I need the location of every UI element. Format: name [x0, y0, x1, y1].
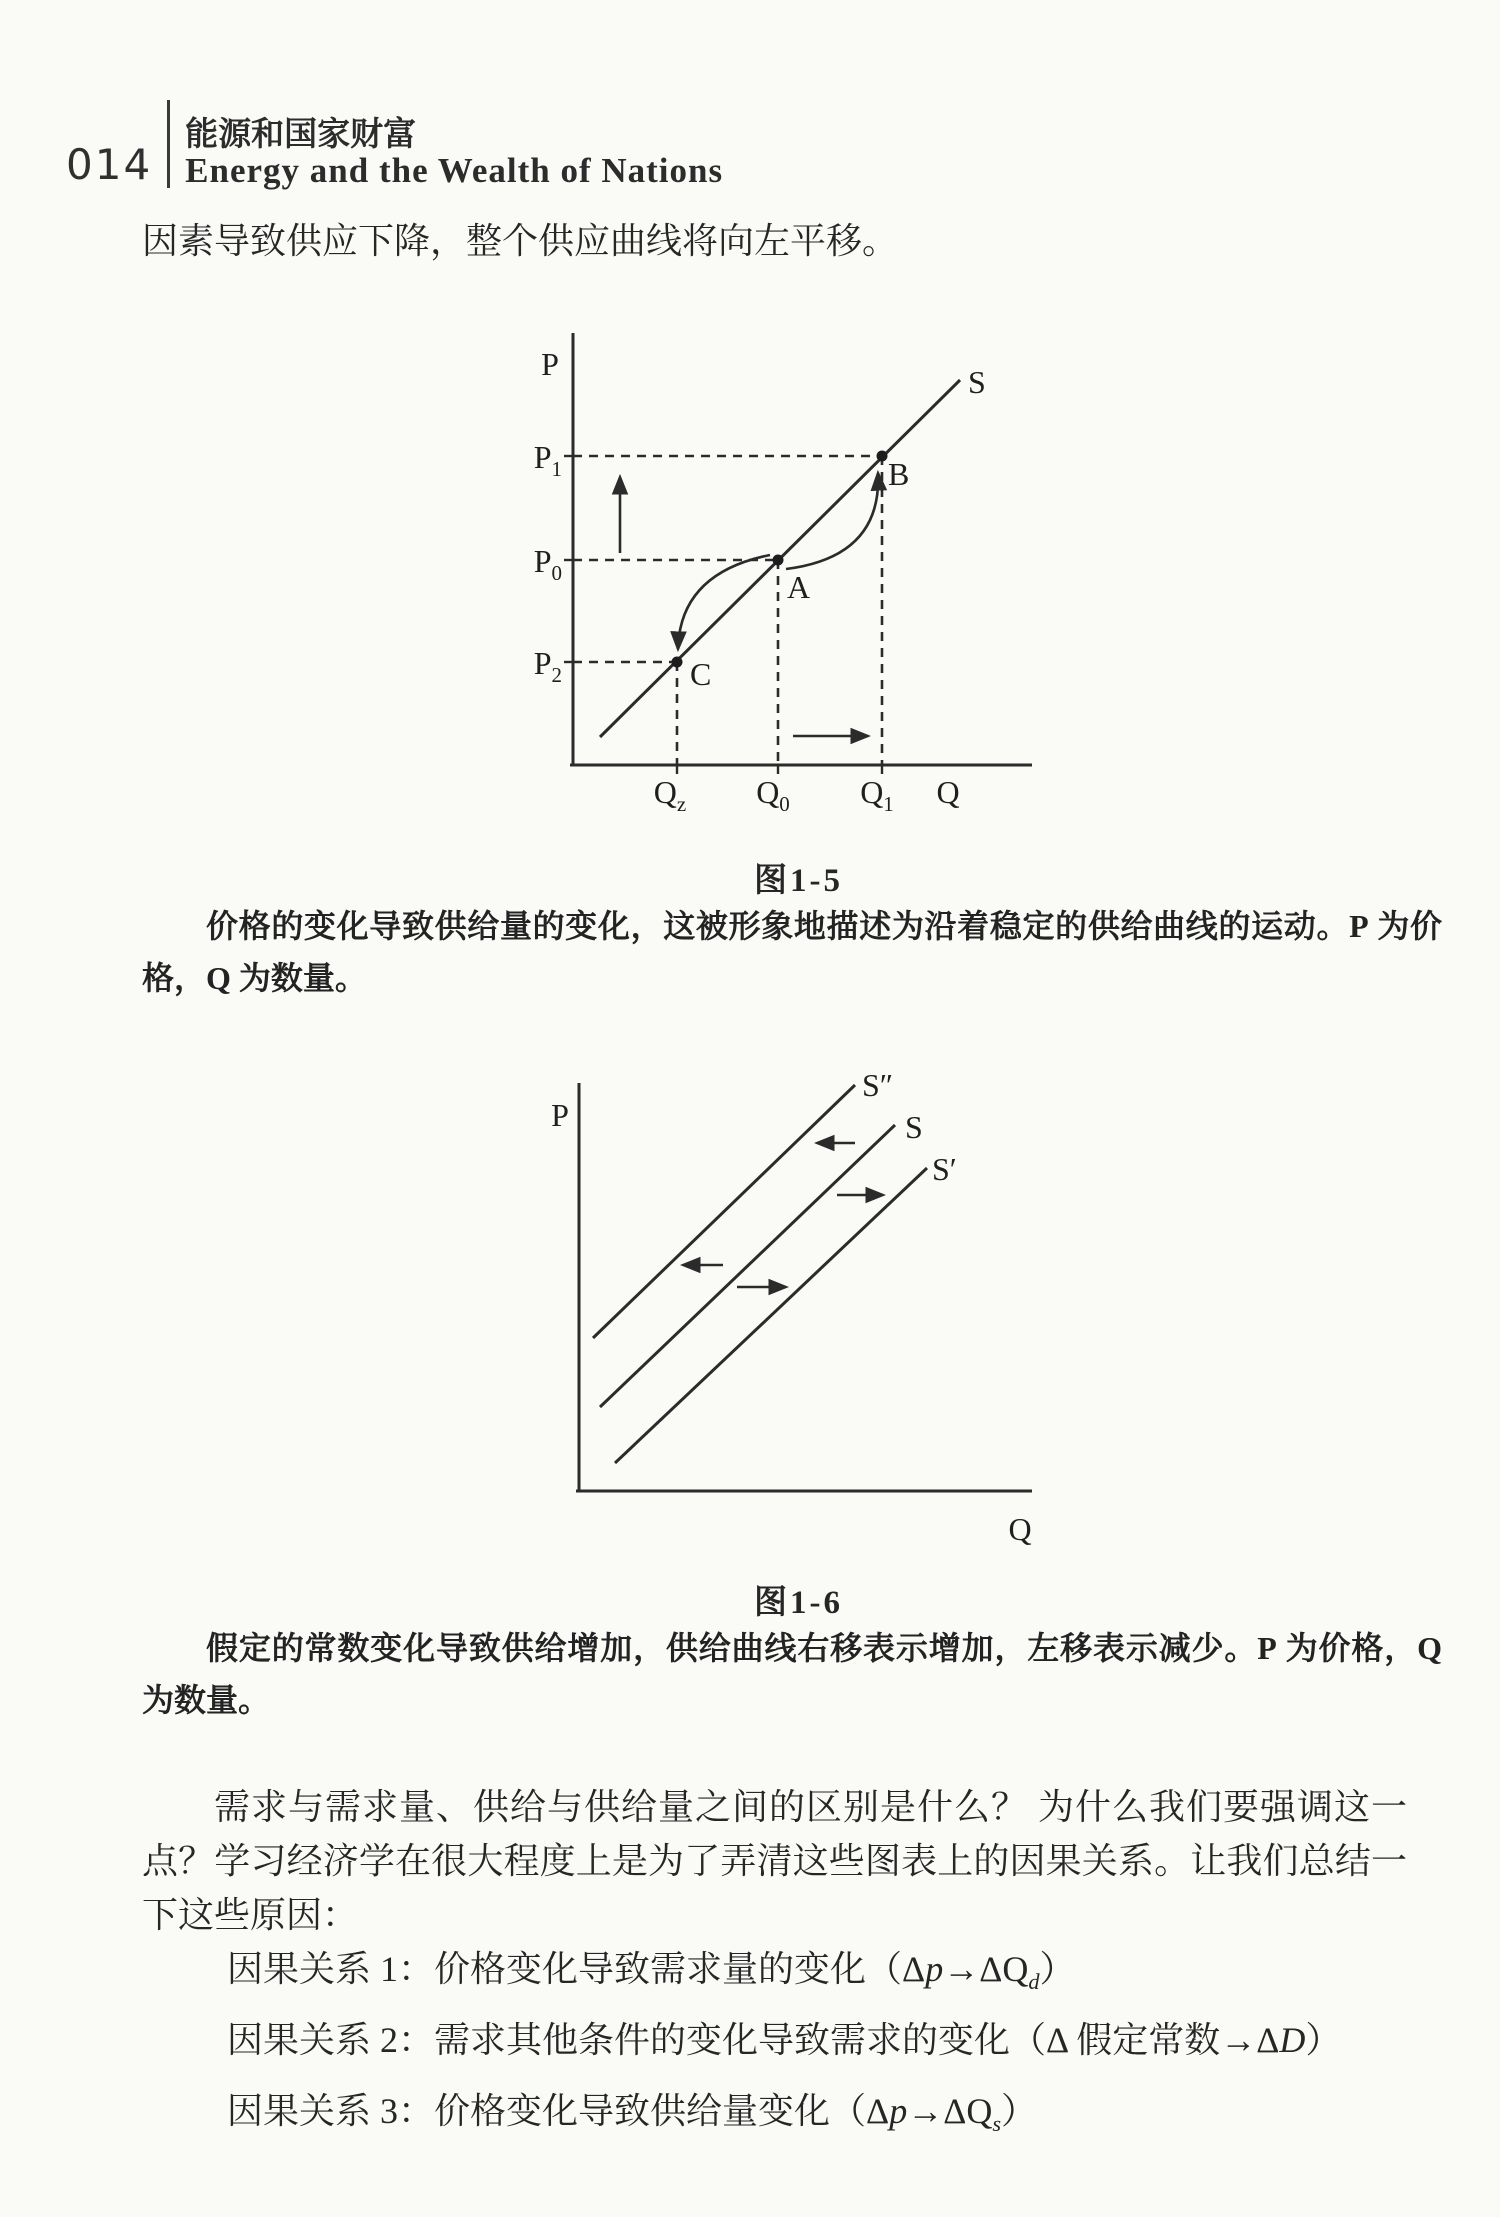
fig5-p2-label: $P_2$: [533, 645, 562, 687]
causal-1-text: 价格变化导致需求量的变化: [434, 1949, 867, 1989]
fig5-desc-q-symbol: Q: [206, 960, 231, 996]
formula-part: （Δ: [866, 1949, 926, 1989]
fig5-p1-label: $P_1$: [533, 439, 562, 481]
fig6-s-prime-label: S′: [932, 1151, 957, 1187]
formula-part: （Δ 假定常数→Δ: [1010, 2019, 1280, 2060]
book-title-english: Energy and the Wealth of Nations: [185, 151, 724, 190]
fig6-s-label: S: [905, 1109, 923, 1145]
fig5-desc-text: 价格的变化导致供给量的变化，这被形象地描述为沿着稳定的供给曲线的运动。: [206, 908, 1350, 944]
formula-part: D: [1279, 2019, 1306, 2060]
fig5-qz-label: $Q_z$: [653, 774, 687, 816]
formula-part: ）: [1039, 1949, 1076, 1989]
causal-3-formula: [830, 2090, 1038, 2136]
book-title-chinese: 能源和国家财富: [185, 115, 417, 152]
fig6-supply-curve-s: [600, 1125, 895, 1407]
formula-subscript: s: [992, 2110, 1002, 2136]
causal-item-3: [227, 2082, 1341, 2153]
formula-subscript: d: [1028, 1968, 1040, 1994]
fig6-supply-curve-s-prime: [615, 1168, 927, 1463]
causal-list: [227, 1940, 1341, 2152]
causal-3-label: 因果关系 3：: [227, 2090, 435, 2131]
fig5-curve-arrow-a-to-c: [678, 555, 770, 649]
fig5-q1-label: $Q_1$: [860, 774, 894, 816]
causal-1-formula: [866, 1949, 1076, 1994]
fig5-point-b-dot: [877, 451, 888, 462]
fig5-q0-label: $Q_0$: [756, 774, 790, 816]
causal-item-2: [227, 2011, 1341, 2082]
fig5-desc-text: 为价格，: [142, 908, 1442, 996]
formula-part: p: [889, 2090, 908, 2131]
causal-2-formula: [1010, 2020, 1341, 2060]
figure-5-caption: 图1-5: [754, 863, 843, 899]
figure-6-description: [142, 1622, 1442, 1726]
page-number: 014: [66, 140, 153, 189]
fig6-supply-curve-s-double-prime: [593, 1085, 855, 1338]
fig5-supply-label: S: [968, 364, 986, 400]
header-divider: [167, 100, 170, 188]
formula-part: p: [925, 1949, 944, 1989]
causal-item-1: [227, 1940, 1341, 2011]
causal-3-text: 价格变化导致供给量变化: [434, 2090, 831, 2131]
figure-5-description: [142, 900, 1442, 1004]
formula-part: （Δ: [830, 2090, 890, 2131]
fig5-desc-p-symbol: P: [1349, 908, 1369, 944]
fig6-desc-text: 为数量。: [142, 1682, 271, 1718]
formula-part: ）: [1001, 2090, 1038, 2131]
fig6-desc-q-symbol: Q: [1417, 1630, 1442, 1666]
formula-part: →ΔQ: [907, 2090, 993, 2131]
fig6-desc-text: 假定的常数变化导致供给增加，供给曲线右移表示增加，左移表示减少。: [206, 1630, 1258, 1666]
figure-1-6-diagram: [520, 1048, 1060, 1548]
fig6-desc-p-symbol: P: [1257, 1630, 1277, 1666]
fig5-point-c-dot: [672, 657, 683, 668]
fig6-p-axis-label: P: [551, 1097, 569, 1133]
fig5-point-b-label: B: [888, 456, 910, 492]
fig5-desc-text: 为数量。: [230, 960, 367, 996]
fig6-s-double-prime-label: S″: [862, 1067, 894, 1103]
page-header: [66, 100, 723, 188]
fig5-p0-label: $P_0$: [533, 543, 562, 585]
figure-6-caption: 图1-6: [754, 1585, 843, 1621]
fig5-p-axis-label: P: [541, 346, 559, 382]
header-titles: [185, 117, 723, 188]
fig6-q-axis-label: Q: [1008, 1511, 1032, 1547]
fig5-point-a-label: A: [787, 569, 811, 605]
discussion-paragraph: 需求与需求量、供给与供给量之间的区别是什么？ 为什么我们要强调这一点？学习经济学在很大程度上是为了弄清这些图表上的因果关系。让我们总结一下这些原因：: [142, 1787, 1407, 1935]
causal-2-label: 因果关系 2：: [227, 2019, 435, 2060]
formula-part: ）: [1305, 2019, 1342, 2060]
figure-1-5-diagram: [520, 325, 1060, 825]
formula-part: →ΔQ: [943, 1949, 1029, 1989]
causal-1-label: 因果关系 1：: [227, 1949, 435, 1989]
intro-paragraph: 因素导致供应下降，整个供应曲线将向左平移。: [142, 221, 899, 261]
fig5-curve-arrow-a-to-b: [786, 473, 878, 569]
causal-2-text: 需求其他条件的变化导致需求的变化: [434, 2019, 1011, 2060]
fig6-desc-text: 为价格，: [1276, 1630, 1418, 1666]
fig5-q-axis-label: Q: [936, 774, 960, 810]
fig5-point-c-label: C: [690, 656, 712, 692]
fig5-point-a-dot: [773, 555, 784, 566]
